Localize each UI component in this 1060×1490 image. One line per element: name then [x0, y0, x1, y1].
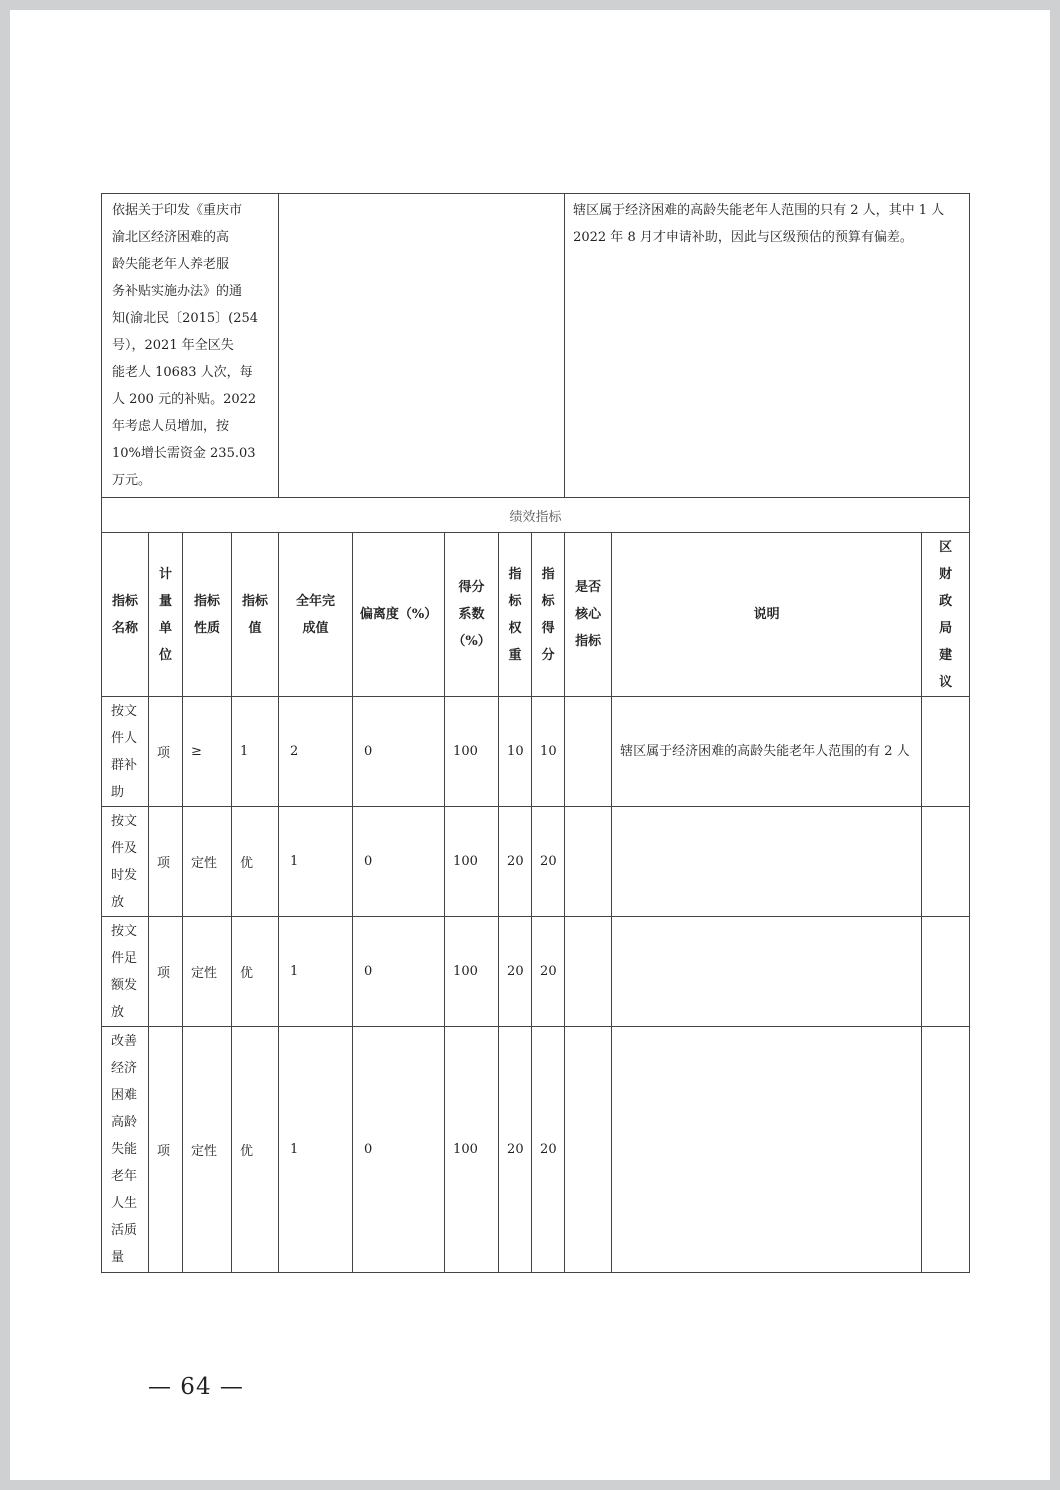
row-coef: 100 [445, 917, 499, 1027]
row-note: 辖区属于经济困难的高龄失能老年人范围的有 2 人 [612, 697, 922, 807]
header-note: 说明 [753, 607, 780, 622]
row-score: 20 [532, 917, 565, 1027]
row-name: 改善 经济 困难 高龄 失能 老年 人生 活质 量 [102, 1027, 149, 1273]
row-advice [922, 807, 970, 917]
header-weight: 指 标 权 重 [508, 566, 522, 663]
row-deviation: 0 [353, 917, 445, 1027]
row-unit: 项 [149, 697, 183, 807]
row-note [612, 807, 922, 917]
middle-text [279, 194, 564, 200]
row-value: 1 [232, 697, 279, 807]
row-deviation: 0 [353, 807, 445, 917]
row-score: 10 [532, 697, 565, 807]
row-weight: 20 [499, 917, 532, 1027]
basis-cell [102, 194, 279, 498]
row-weight: 20 [499, 1027, 532, 1273]
row-nature: 定性 [183, 917, 232, 1027]
row-name: 按文 件足 额发 放 [102, 917, 149, 1027]
performance-table [101, 193, 970, 1273]
row-actual: 1 [279, 807, 353, 917]
header-row [102, 533, 970, 697]
basis-text: 依据关于印发《重庆市 渝北区经济困难的高 龄失能老年人养老服 务补贴实施办法》的通 知(渝北民〔2015〕(254 号），2021 年全区失 能老人 10683 人次，每 人 200 元的补贴。2022 年考虑人员增加，按 10%增长需资金 235.03 万元。 [112, 203, 259, 488]
row-note [612, 917, 922, 1027]
row-score: 20 [532, 807, 565, 917]
row-unit: 项 [149, 1027, 183, 1273]
header-indicator-name: 指标 名称 [111, 593, 138, 636]
row-actual: 1 [279, 1027, 353, 1273]
row-weight: 20 [499, 807, 532, 917]
row-coef: 100 [445, 807, 499, 917]
row-coef: 100 [445, 1027, 499, 1273]
row-coef: 100 [445, 697, 499, 807]
explanation-cell [565, 194, 970, 498]
section-title-row [102, 498, 970, 533]
row-unit: 项 [149, 917, 183, 1027]
row-actual: 2 [279, 697, 353, 807]
header-value: 指标 值 [242, 593, 269, 636]
row-value: 优 [232, 807, 279, 917]
page-number: — 64 — [148, 1374, 244, 1400]
table-row [102, 917, 970, 1027]
row-nature: 定性 [183, 807, 232, 917]
row-score: 20 [532, 1027, 565, 1273]
row-advice [922, 697, 970, 807]
header-actual: 全年完 成值 [296, 593, 336, 636]
row-nature: ≥ [183, 697, 232, 807]
row-name: 按文 件及 时发 放 [102, 807, 149, 917]
row-weight: 10 [499, 697, 532, 807]
row-core [565, 697, 612, 807]
row-note [612, 1027, 922, 1273]
table-row [102, 807, 970, 917]
row-advice [922, 1027, 970, 1273]
header-coefficient: 得分 系数 （%） [452, 580, 491, 649]
header-deviation: 偏离度（%） [359, 607, 438, 622]
header-score: 指 标 得 分 [541, 566, 555, 663]
row-actual: 1 [279, 917, 353, 1027]
header-core: 是否 核心 指标 [575, 580, 602, 649]
explanation-text: 辖区属于经济困难的高龄失能老年人范围的只有 2 人，其中 1 人 2022 年 8 月才申请补助，因此与区级预估的预算有偏差。 [573, 203, 945, 245]
row-deviation: 0 [353, 1027, 445, 1273]
middle-cell [279, 194, 565, 498]
row-value: 优 [232, 917, 279, 1027]
header-nature: 指标 性质 [193, 593, 220, 636]
row-core [565, 1027, 612, 1273]
document-page [10, 10, 1050, 1480]
row-unit: 项 [149, 807, 183, 917]
row-nature: 定性 [183, 1027, 232, 1273]
row-value: 优 [232, 1027, 279, 1273]
table-row [102, 697, 970, 807]
row-core [565, 807, 612, 917]
row-name: 按文 件人 群补 助 [102, 697, 149, 807]
table-row [102, 1027, 970, 1273]
header-unit: 计 量 单 位 [158, 566, 172, 663]
basis-row [102, 194, 970, 498]
row-core [565, 917, 612, 1027]
header-advice: 区 财 政 局 建 议 [939, 539, 953, 690]
section-title: 绩效指标 [102, 498, 970, 533]
row-advice [922, 917, 970, 1027]
row-deviation: 0 [353, 697, 445, 807]
